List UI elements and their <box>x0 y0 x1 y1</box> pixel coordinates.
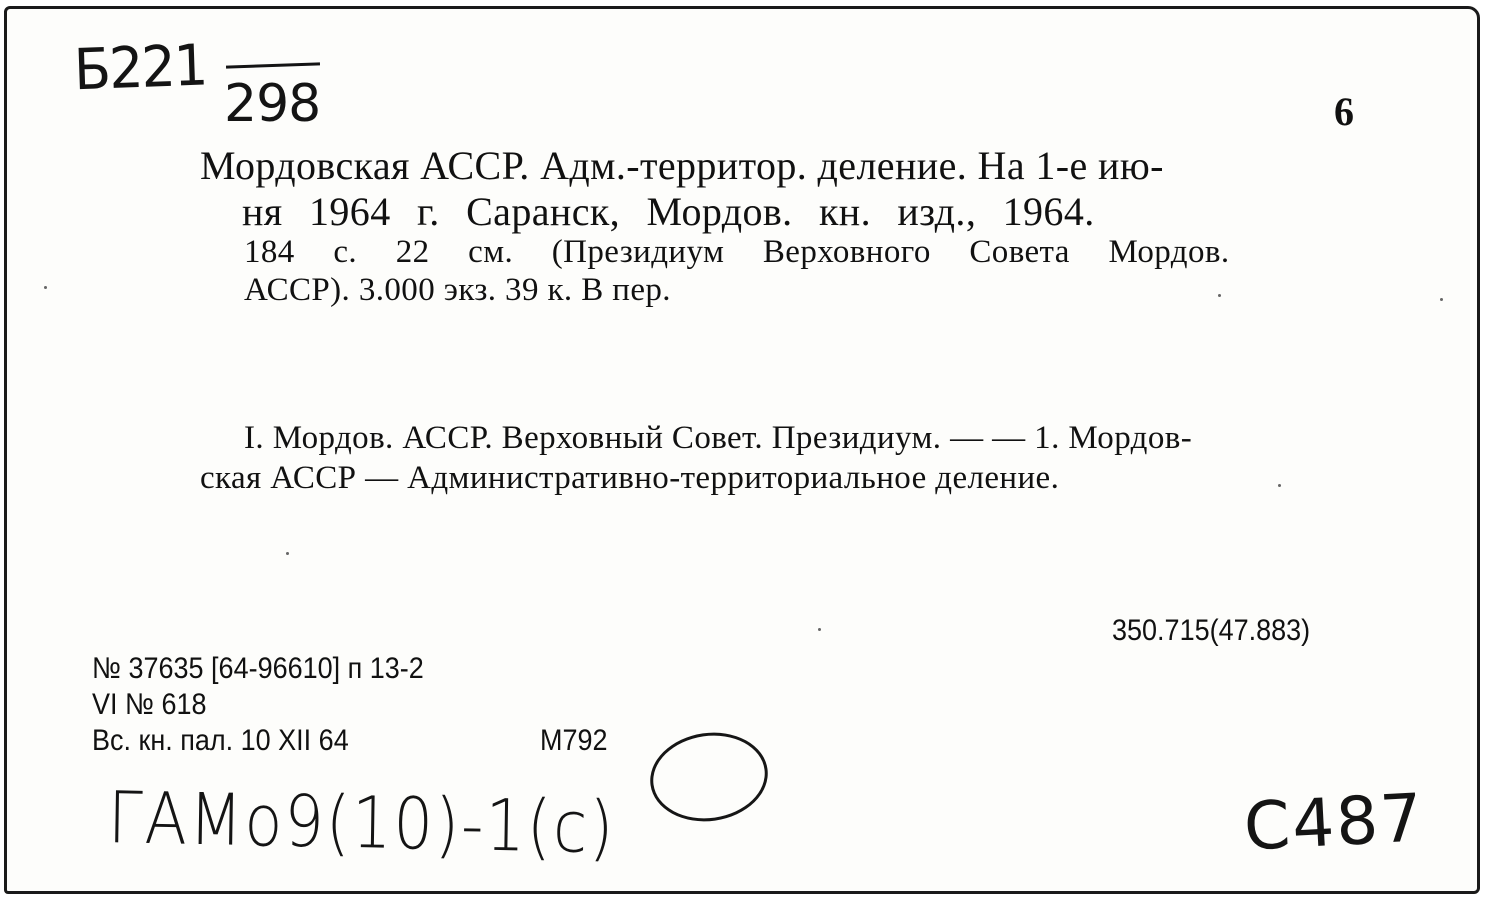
classification-index: 350.715(47.883) <box>1112 614 1311 647</box>
card-number: 6 <box>1334 89 1354 134</box>
title-line-2: ня 1964 г. Саранск, Мордов. кн. изд., 1964. <box>242 189 1095 234</box>
speck <box>44 286 47 289</box>
speck <box>286 552 289 555</box>
description-line-1: 184 с. 22 см. (Президиум Верховного Совета Мордов. <box>244 234 1230 270</box>
speck <box>818 628 821 631</box>
printer-code: М792 <box>540 724 608 757</box>
subjects-line-2: ская АССР — Административно-территориальное деление. <box>200 460 1060 496</box>
speck <box>1440 298 1443 301</box>
speck <box>1218 294 1221 297</box>
description-line-2: АССР). 3.000 экз. 39 к. В пер. <box>244 272 671 308</box>
subjects-line-1: I. Мордов. АССР. Верховный Совет. Президиум. — — 1. Мордов- <box>244 420 1193 456</box>
title-line-1: Мордовская АССР. Адм.-территор. деление. На 1-е ию- <box>200 143 1164 188</box>
call-number-top: Б221 <box>72 32 208 103</box>
registration-line-3: Вс. кн. пал. 10 XII 64 <box>92 724 349 757</box>
speck <box>1278 484 1281 487</box>
registration-line-1: № 37635 [64-96610] п 13-2 <box>92 652 424 685</box>
call-number-bottom: 298 <box>224 74 321 134</box>
archive-code: ГАМо9(10)-1(с) <box>107 775 616 870</box>
registration-line-2: VI № 618 <box>92 688 207 721</box>
shelf-mark: С487 <box>1242 779 1426 866</box>
